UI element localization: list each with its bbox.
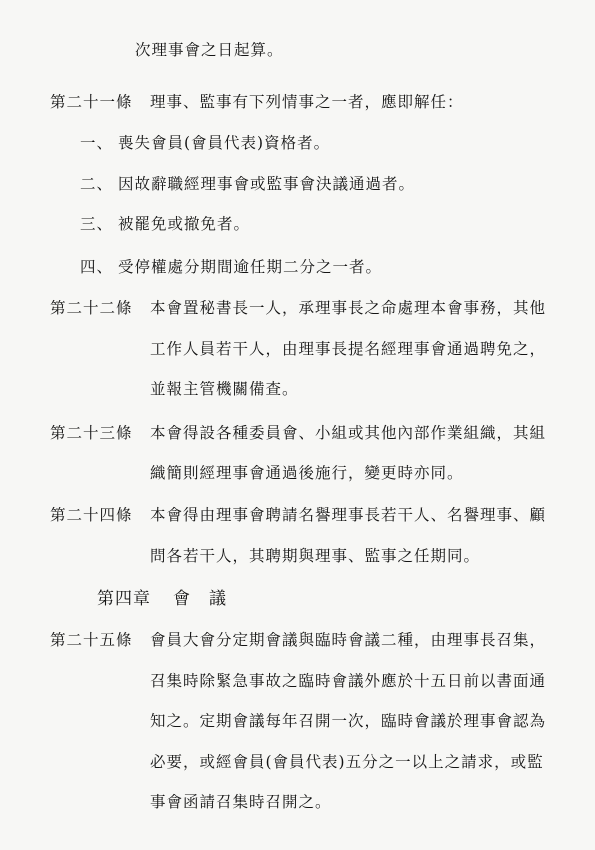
article-25-label: 第二十五條	[50, 631, 133, 649]
item-1-text: 喪失會員(會員代表)資格者。	[118, 134, 331, 152]
chapter-4-number: 第四章	[97, 589, 151, 609]
article-21-text: 理事、監事有下列情事之一者，應即解任：	[150, 93, 464, 111]
article-23-line-1: 本會得設各種委員會、小組或其他內部作業組織，其組	[150, 424, 547, 442]
article-25-line-2: 召集時除緊急事故之臨時會議外應於十五日前以書面通	[150, 672, 547, 690]
article-24-line-1: 本會得由理事會聘請名譽理事長若干人、名譽理事、顧	[150, 506, 547, 524]
item-2-text: 因故辭職經理事會或監事會決議通過者。	[118, 175, 416, 193]
article-21-label: 第二十一條	[50, 93, 133, 111]
item-3-number: 三、	[80, 215, 114, 233]
item-4-text: 受停權處分期間逾任期二分之一者。	[118, 258, 383, 276]
article-22-line-1: 本會置秘書長一人，承理事長之命處理本會事務，其他	[150, 299, 547, 317]
continuation-line: 次理事會之日起算。	[135, 41, 284, 59]
article-24-label: 第二十四條	[50, 506, 133, 524]
article-25-line-3: 知之。定期會議每年召開一次，臨時會議於理事會認為	[150, 712, 547, 730]
article-23-label: 第二十三條	[50, 424, 133, 442]
chapter-4-title-char-2: 議	[209, 589, 227, 609]
article-25-line-5: 事會函請召集時召開之。	[150, 793, 332, 811]
article-24-line-2: 問各若干人，其聘期與理事、監事之任期同。	[150, 547, 481, 565]
item-4-number: 四、	[80, 258, 114, 276]
chapter-4-title-char-1: 會	[173, 589, 191, 609]
article-22-label: 第二十二條	[50, 299, 133, 317]
item-3-text: 被罷免或撤免者。	[118, 215, 251, 233]
article-23-line-2: 織簡則經理事會通過後施行，變更時亦同。	[150, 464, 464, 482]
bleed-through-text	[250, 212, 385, 232]
article-22-line-3: 並報主管機關備查。	[150, 380, 299, 398]
article-25-line-4: 必要，或經會員(會員代表)五分之一以上之請求，或監	[150, 753, 544, 771]
article-25-line-1: 會員大會分定期會議與臨時會議二種，由理事長召集，	[150, 631, 547, 649]
item-1-number: 一、	[80, 134, 114, 152]
item-2-number: 二、	[80, 175, 114, 193]
article-22-line-2: 工作人員若干人，由理事長提名經理事會通過聘免之，	[150, 340, 547, 358]
chapter-4-heading	[97, 588, 227, 610]
